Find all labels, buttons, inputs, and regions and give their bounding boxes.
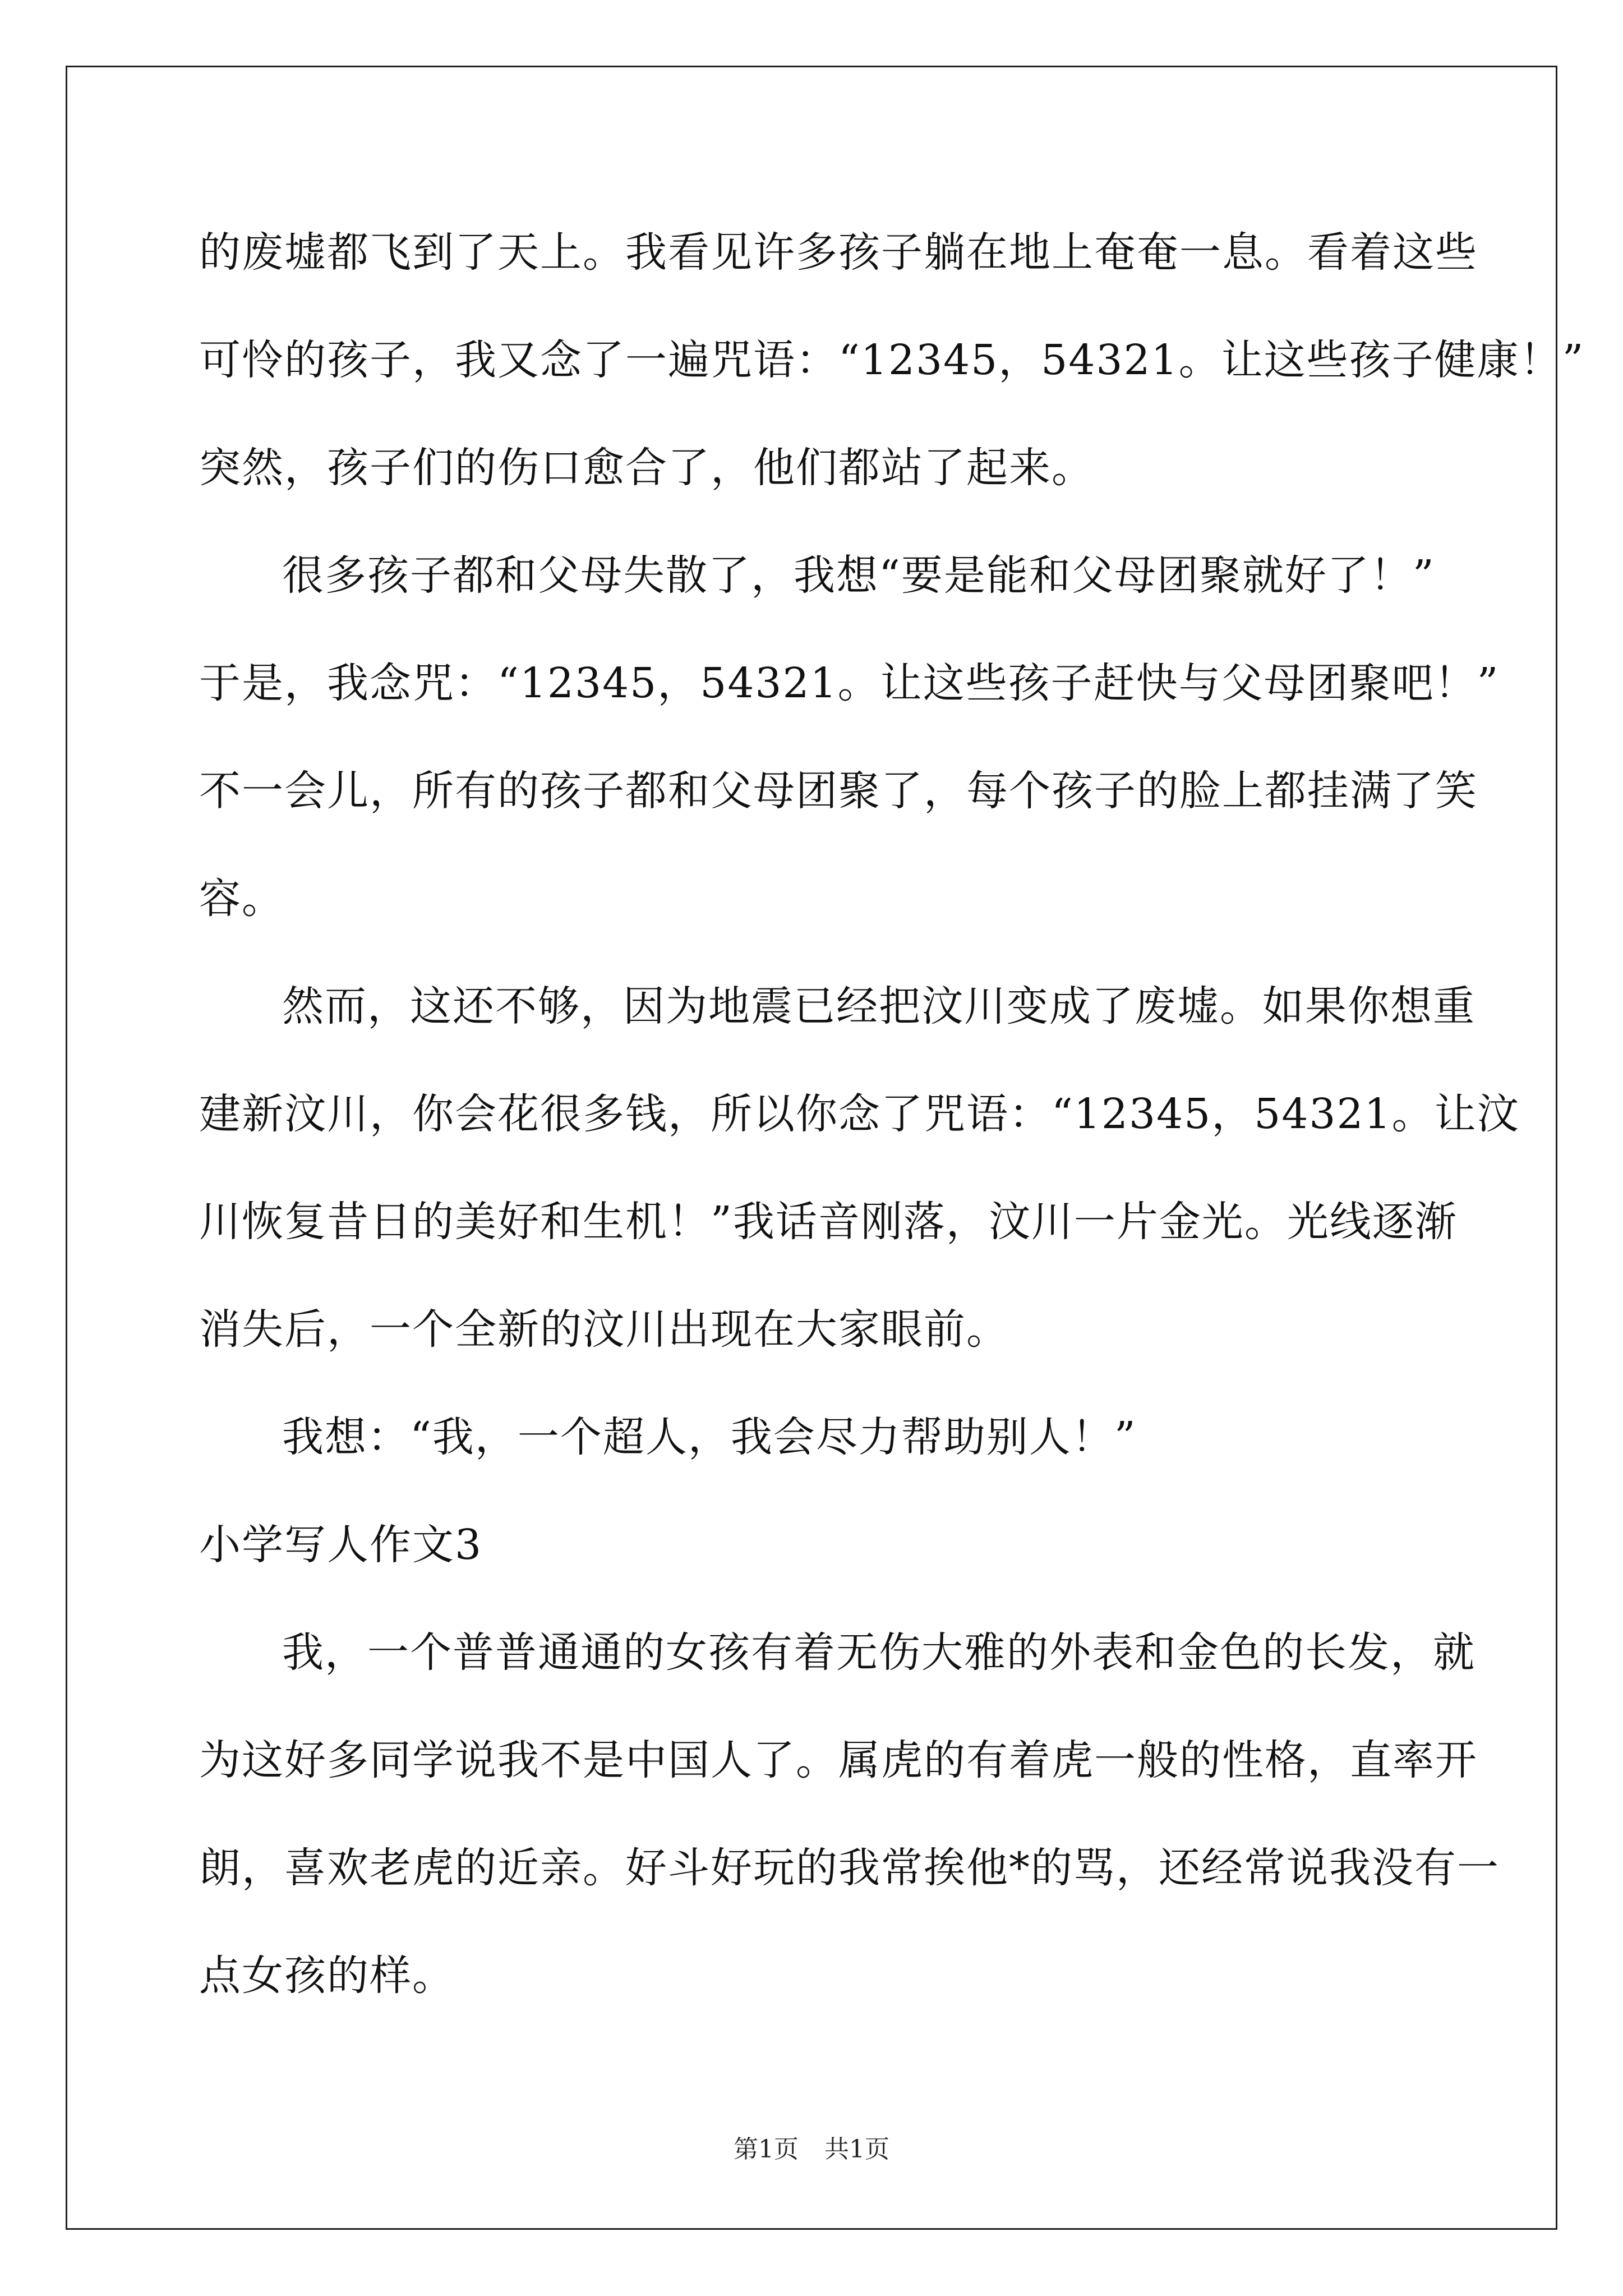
page-border	[66, 66, 1557, 2230]
section-heading: 小学写人作文3	[199, 1521, 483, 1569]
text-line: 不一会儿，所有的孩子都和父母团聚了，每个孩子的脸上都挂满了笑	[199, 767, 1478, 815]
text-line: 的废墟都飞到了天上。我看见许多孩子躺在地上奄奄一息。看着这些	[199, 228, 1478, 277]
text-line: 于是，我念咒：“12345，54321。让这些孩子赶快与父母团聚吧！”	[199, 659, 1500, 707]
text-line: 川恢复昔日的美好和生机！”我话音刚落，汶川一片金光。光线逐渐	[199, 1198, 1458, 1246]
page-footer	[0, 2129, 1623, 2165]
text-line: 很多孩子都和父母失散了，我想“要是能和父母团聚就好了！”	[282, 551, 1435, 600]
text-line: 可怜的孩子，我又念了一遍咒语：“12345，54321。让这些孩子健康！”	[199, 336, 1585, 384]
text-line: 朗，喜欢老虎的近亲。好斗好玩的我常挨他*的骂，还经常说我没有一	[199, 1844, 1500, 1892]
text-line: 为这好多同学说我不是中国人了。属虎的有着虎一般的性格，直率开	[199, 1736, 1478, 1784]
text-line: 点女孩的样。	[199, 1952, 455, 2000]
page-number: 第1页	[734, 2135, 799, 2164]
page-total: 共1页	[824, 2135, 889, 2164]
text-line: 然而，这还不够，因为地震已经把汶川变成了废墟。如果你想重	[282, 982, 1476, 1030]
text-line: 建新汶川，你会花很多钱，所以你念了咒语：“12345，54321。让汶	[199, 1090, 1520, 1138]
text-line: 容。	[199, 875, 284, 923]
text-line: 我想：“我，一个超人，我会尽力帮助别人！”	[282, 1413, 1137, 1461]
text-line: 消失后，一个全新的汶川出现在大家眼前。	[199, 1305, 1009, 1354]
text-line: 突然，孩子们的伤口愈合了，他们都站了起来。	[199, 444, 1094, 492]
text-line: 我，一个普普通通的女孩有着无伤大雅的外表和金色的长发，就	[282, 1628, 1476, 1677]
